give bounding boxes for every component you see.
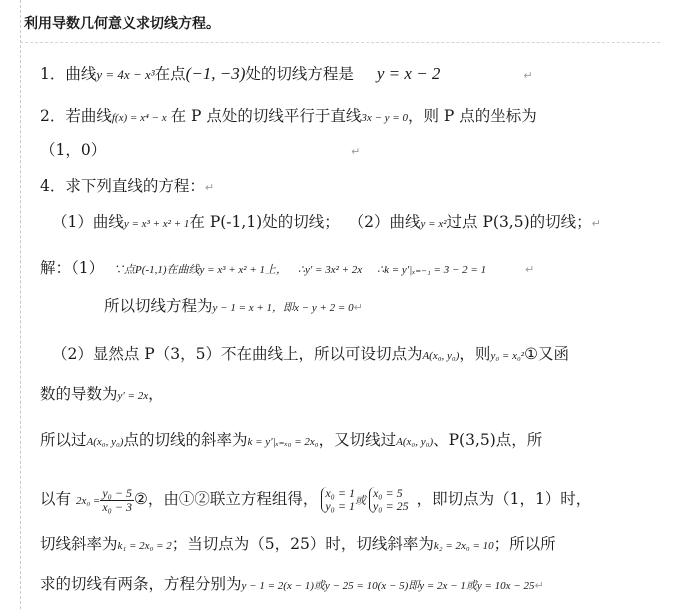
sol1-line2-prefix: 所以切线方程为 (104, 297, 213, 315)
p4-q1-equation: y = x³ + x² + 1 (123, 218, 190, 230)
p2-equation: f(x) = x⁴ − x (111, 112, 167, 124)
sol2-l2b: ， (148, 385, 164, 403)
p4-number: 4．求下列直线的方程： (40, 177, 205, 195)
p4-q1-prefix: （1）曲线 (52, 213, 124, 231)
system-1 (321, 487, 355, 513)
sol2-l3-equation: k = y′|ₓ₌ₓ₀ = 2x₀ (247, 436, 319, 448)
sol2-l2a: 数的导数为 (40, 385, 118, 403)
sol1-label: 解：（1） (40, 259, 105, 277)
p2-return-mark: ↵ (351, 145, 361, 158)
solution-2-line-4 (40, 482, 591, 518)
sol2-l5b: ；当切点为（5，25）时，切线斜率为 (171, 535, 434, 553)
p1-tail: 处的切线方程是 (245, 65, 354, 83)
sol2-l4-fraction (100, 487, 134, 514)
problem-4-questions (52, 212, 601, 234)
sol2-l5a: 切线斜率为 (40, 535, 118, 553)
system-2-row-a: x₀ = 5 (372, 486, 403, 500)
p4-return-mark: ↵ (204, 181, 215, 194)
sol2-l4-or: 或 (354, 495, 366, 507)
p1-point: (−1, −3) (185, 64, 246, 83)
sol1-part-b: ∴y′ = 3x² + 2x (297, 264, 363, 276)
sol2-l5c: ；所以所 (493, 535, 556, 553)
p2-tail: ，则 P 点的坐标为 (408, 107, 537, 125)
sol2-l5-equation-2: k₂ = 2x₀ = 10 (433, 540, 494, 552)
system-1-row-b: y₀ = 1 (325, 499, 355, 513)
p4-q2-prefix: （2）曲线 (348, 213, 421, 231)
fraction-numerator: y₀ − 5 (102, 485, 132, 500)
problem-2 (40, 106, 537, 128)
p1-number: 1．曲线 (40, 65, 97, 83)
sol2-l4b: ②，由①②联立方程组得， (133, 490, 319, 508)
p2-answer: （1，0） (40, 141, 107, 159)
sol1-return-mark: ↵ (525, 263, 535, 276)
fraction-denominator: x₀ − 3 (102, 499, 132, 514)
sol2-l1c: ①又函 (524, 345, 569, 363)
sol2-l1a: （2）显然点 P（3，5）不在曲线上，所以可设切点为 (52, 345, 423, 363)
sol2-l2-equation: y′ = 2x (117, 390, 149, 402)
sol2-l6-return-mark: ↵ (534, 579, 544, 592)
solution-2-line-6 (40, 574, 544, 596)
p4-q2-suffix: 过点 P(3,5)的切线； (446, 213, 592, 231)
sol2-l3a: 所以过 (40, 431, 87, 449)
problem-4 (40, 176, 214, 198)
problem-1 (40, 64, 533, 86)
p1-mid: 在点 (154, 65, 186, 83)
p1-answer: y = x − 2 (376, 64, 441, 83)
sol2-l1-equation: y₀ = x₀² (490, 350, 525, 362)
sol2-l3c: ，又切线过 (318, 431, 397, 449)
solution-2-line-2 (40, 384, 164, 406)
solution-2-line-5 (40, 534, 556, 556)
p2-line: 3x − y = 0 (361, 112, 408, 124)
sol2-l3b: 点的切线的斜率为 (123, 431, 248, 449)
sol2-l4a: 以有 (40, 490, 72, 508)
system-1-row-a: x₀ = 1 (325, 486, 355, 500)
title-divider (20, 42, 660, 43)
p4-q-return-mark: ↵ (591, 217, 601, 230)
p2-mid: 在 P 点处的切线平行于直线 (170, 107, 362, 125)
sol2-l3d: 、P(3,5)点，所 (433, 431, 543, 449)
system-2-row-b: y₀ = 25 (372, 499, 409, 513)
solution-1 (40, 258, 534, 280)
sol2-l6a: 求的切线有两条，方程分别为 (40, 575, 242, 593)
system-2 (369, 487, 409, 513)
sol1-line2-return-mark: ↵ (353, 301, 363, 314)
sol2-l3-point: A(x₀, y₀) (86, 436, 124, 448)
sol2-l4-lhs: 2x₀ = (75, 495, 101, 507)
problem-2-answer (40, 140, 360, 162)
sol2-l1-point: A(x₀, y₀) (422, 350, 460, 362)
solution-2-line-1 (52, 344, 569, 366)
p4-q1-suffix: 在 P(-1,1)处的切线； (189, 213, 340, 231)
sol1-line2-equation: y − 1 = x + 1，即x − y + 2 = 0 (212, 302, 354, 314)
page-title: 利用导数几何意义求切线方程。 (24, 16, 220, 32)
sol2-l5-equation-1: k₁ = 2x₀ = 2 (117, 540, 172, 552)
p1-return-mark: ↵ (523, 69, 533, 82)
sol2-l4c: ，即切点为（1，1）时， (416, 490, 592, 508)
p4-q2-equation: y = x² (420, 218, 447, 230)
sol2-l3-point-2: A(x₀, y₀) (396, 436, 434, 448)
solution-2-line-3 (40, 430, 542, 452)
p1-equation: y = 4x − x³ (96, 67, 155, 82)
sol2-l6-equation: y − 1 = 2(x − 1)或y − 25 = 10(x − 5)即y = 2x − 1或y = 10x − 25 (241, 580, 535, 592)
p2-number: 2．若曲线 (40, 107, 112, 125)
sol1-part-a: ∵点P(-1,1)在曲线y = x³ + x² + 1上， (113, 264, 288, 276)
sol1-part-c: ∴k = y′|ₓ₌₋₁ = 3 − 2 = 1 (377, 264, 487, 276)
sol2-l1b: ，则 (459, 345, 491, 363)
margin-guide (20, 0, 21, 609)
solution-1-result (104, 296, 363, 318)
